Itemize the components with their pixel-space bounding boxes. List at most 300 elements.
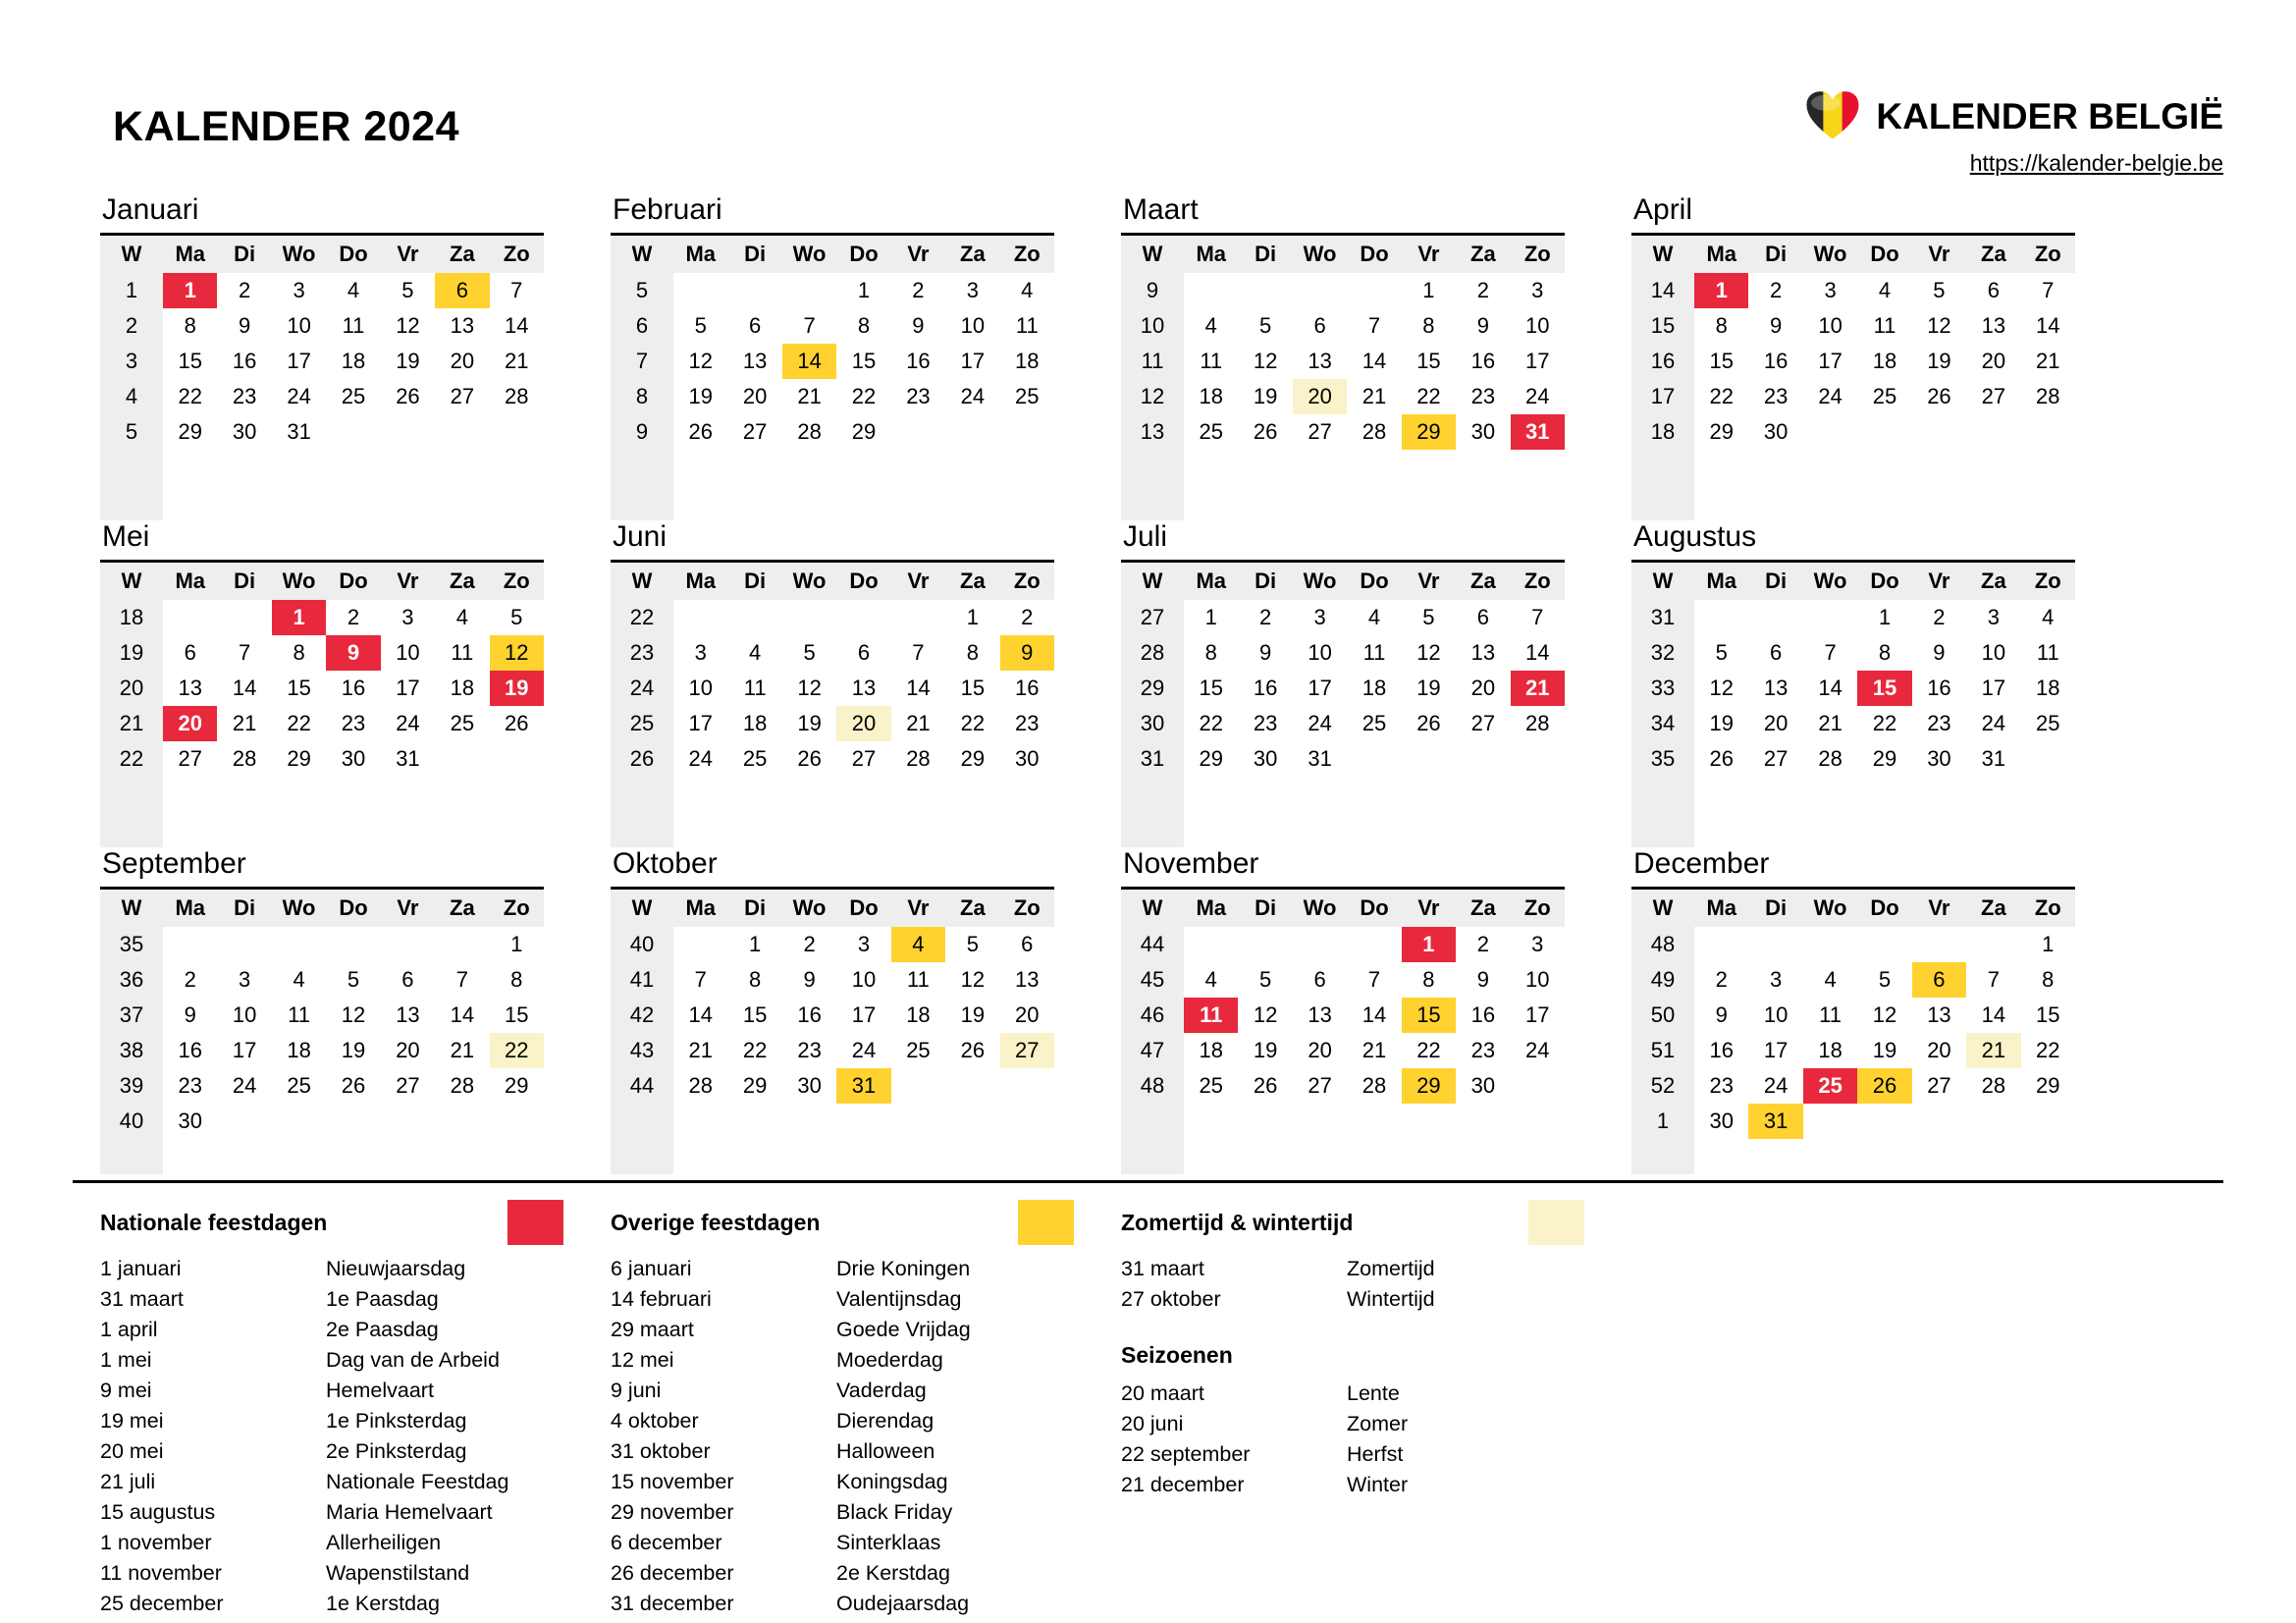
day-cell: 1 xyxy=(1204,605,1217,629)
day-col-header: Za xyxy=(945,562,999,601)
day-cell xyxy=(1912,414,1966,450)
day-cell: 28 xyxy=(906,746,931,771)
legend-item xyxy=(100,1406,611,1436)
legend-item-date: 21 december xyxy=(1121,1473,1245,1496)
day-col-header: Vr xyxy=(1912,889,1966,928)
week-row xyxy=(611,998,1054,1033)
day-cell: 29 xyxy=(287,746,311,771)
legend-item-date: 1 november xyxy=(100,1531,212,1554)
day-cell: 6 xyxy=(857,640,871,665)
legend-item xyxy=(100,1254,611,1284)
day-cell: 2 xyxy=(1259,605,1272,629)
day-cell: 23 xyxy=(1709,1073,1734,1098)
day-cell: 11 xyxy=(288,1002,310,1027)
day-cell: 17 xyxy=(1525,349,1550,373)
week-number-cell: 29 xyxy=(1121,671,1184,706)
day-col-header: Za xyxy=(1456,235,1510,274)
day-cell xyxy=(836,777,890,812)
day-cell: 29 xyxy=(1402,414,1456,450)
month-februari xyxy=(611,193,1054,520)
legend-national-title: Nationale feestdagen xyxy=(100,1209,328,1235)
week-number-cell: 31 xyxy=(1631,600,1694,635)
day-cell: 24 xyxy=(960,384,986,408)
day-cell: 5 xyxy=(1259,967,1272,992)
day-cell xyxy=(326,1104,380,1139)
week-number-cell: 40 xyxy=(611,927,673,962)
legend-item xyxy=(100,1497,611,1528)
day-cell: 10 xyxy=(232,1002,257,1027)
day-cell: 22 xyxy=(490,1033,544,1068)
month-november xyxy=(1121,847,1565,1174)
day-cell xyxy=(1694,927,1748,962)
day-cell xyxy=(1347,450,1401,485)
week-row xyxy=(611,414,1054,450)
week-number-cell: 35 xyxy=(100,927,163,962)
week-number-cell: 38 xyxy=(100,1033,163,1068)
day-cell xyxy=(1000,1139,1054,1174)
week-number-cell xyxy=(100,777,163,812)
day-cell: 26 xyxy=(341,1073,366,1098)
day-cell: 28 xyxy=(2036,384,2060,408)
week-number-cell: 1 xyxy=(1631,1104,1694,1139)
day-cell: 19 xyxy=(1253,1038,1278,1062)
day-header-row xyxy=(611,889,1054,928)
week-number-cell: 51 xyxy=(1631,1033,1694,1068)
day-cell xyxy=(1402,812,1456,847)
week-number-cell: 24 xyxy=(611,671,673,706)
day-col-header: Do xyxy=(1347,562,1401,601)
day-cell: 17 xyxy=(688,711,713,735)
legend-item xyxy=(611,1528,1121,1558)
day-cell: 4 xyxy=(1021,278,1034,302)
legend-item xyxy=(1121,1470,2223,1500)
week-row xyxy=(1121,998,1565,1033)
day-cell: 14 xyxy=(1362,349,1387,373)
day-cell: 19 xyxy=(1927,349,1951,373)
day-cell: 18 xyxy=(742,711,768,735)
week-row xyxy=(1631,344,2075,379)
legend-other-list xyxy=(611,1254,1121,1619)
legend-item-date: 1 april xyxy=(100,1318,158,1341)
day-col-header: Za xyxy=(435,562,489,601)
week-number-cell xyxy=(611,1139,673,1174)
day-cell: 15 xyxy=(1857,671,1911,706)
day-cell: 3 xyxy=(966,278,979,302)
day-col-header: Za xyxy=(945,235,999,274)
day-cell xyxy=(891,600,945,635)
day-cell xyxy=(1857,1104,1911,1139)
day-cell: 25 xyxy=(1199,419,1223,444)
day-cell xyxy=(1857,450,1911,485)
day-cell: 30 xyxy=(1709,1109,1734,1133)
day-cell xyxy=(727,1139,781,1174)
day-cell: 5 xyxy=(1878,967,1892,992)
day-cell: 30 xyxy=(1470,419,1496,444)
day-cell: 23 xyxy=(906,384,931,408)
legend-other-title: Overige feestdagen xyxy=(611,1209,821,1235)
week-number-cell: 13 xyxy=(1121,414,1184,450)
day-cell: 6 xyxy=(1313,313,1326,338)
week-row xyxy=(611,741,1054,777)
day-cell: 16 xyxy=(1253,676,1278,700)
day-col-header: Za xyxy=(1456,562,1510,601)
day-cell: 10 xyxy=(1763,1002,1789,1027)
day-cell xyxy=(1293,1104,1347,1139)
legend-item-date: 29 maart xyxy=(611,1318,694,1341)
day-cell: 13 xyxy=(851,676,877,700)
day-cell xyxy=(381,414,435,450)
day-cell: 13 xyxy=(1763,676,1789,700)
day-cell xyxy=(163,812,217,847)
week-number-cell: 10 xyxy=(1121,308,1184,344)
week-number-cell xyxy=(1121,1139,1184,1174)
day-cell: 13 xyxy=(1308,1002,1332,1027)
day-cell xyxy=(1184,273,1238,308)
legend-item-name: Herfst xyxy=(1347,1442,1404,1466)
day-cell xyxy=(1347,741,1401,777)
day-cell: 10 xyxy=(688,676,713,700)
month-table xyxy=(1631,560,2075,847)
day-cell: 27 xyxy=(178,746,202,771)
day-cell xyxy=(217,600,271,635)
week-row xyxy=(1121,812,1565,847)
day-cell xyxy=(727,812,781,847)
week-row xyxy=(1121,962,1565,998)
day-cell: 12 xyxy=(341,1002,366,1027)
day-cell xyxy=(836,812,890,847)
day-cell: 25 xyxy=(1362,711,1387,735)
day-cell: 31 xyxy=(1511,414,1565,450)
week-col-header: W xyxy=(1121,562,1184,601)
day-cell: 4 xyxy=(347,278,360,302)
day-cell: 17 xyxy=(1981,676,2006,700)
month-maart xyxy=(1121,193,1565,520)
week-row xyxy=(100,1104,544,1139)
week-row xyxy=(100,962,544,998)
week-row xyxy=(1631,706,2075,741)
day-cell: 10 xyxy=(1525,313,1550,338)
day-cell: 15 xyxy=(1199,676,1223,700)
day-cell: 28 xyxy=(797,419,822,444)
day-cell xyxy=(782,600,836,635)
day-cell: 10 xyxy=(851,967,877,992)
day-cell: 27 xyxy=(851,746,877,771)
day-cell: 3 xyxy=(1531,932,1544,956)
day-cell xyxy=(1456,741,1510,777)
legend-item xyxy=(1121,1439,2223,1470)
day-cell: 1 xyxy=(966,605,979,629)
legend-item-name: Lente xyxy=(1347,1381,1400,1405)
week-col-header: W xyxy=(1121,235,1184,274)
day-col-header: Ma xyxy=(1184,889,1238,928)
legend-item xyxy=(100,1376,611,1406)
day-cell xyxy=(1912,485,1966,520)
day-cell: 25 xyxy=(1803,1068,1857,1104)
day-cell: 27 xyxy=(742,419,768,444)
week-row xyxy=(1121,777,1565,812)
day-cell: 8 xyxy=(1878,640,1892,665)
day-cell: 25 xyxy=(906,1038,931,1062)
day-cell: 11 xyxy=(1362,640,1386,665)
week-number-cell: 8 xyxy=(611,379,673,414)
day-cell: 21 xyxy=(797,384,822,408)
day-cell: 21 xyxy=(505,349,529,373)
day-col-header: Wo xyxy=(782,562,836,601)
day-cell xyxy=(2021,414,2075,450)
day-cell: 29 xyxy=(960,746,986,771)
day-col-header: Do xyxy=(836,889,890,928)
day-col-header: Di xyxy=(217,889,271,928)
week-number-cell xyxy=(1631,812,1694,847)
day-cell: 22 xyxy=(851,384,877,408)
week-number-cell: 21 xyxy=(100,706,163,741)
day-cell: 5 xyxy=(966,932,979,956)
day-col-header: Za xyxy=(1966,235,2020,274)
day-cell xyxy=(2021,450,2075,485)
day-cell: 26 xyxy=(1253,419,1278,444)
day-col-header: Do xyxy=(326,562,380,601)
day-cell xyxy=(272,450,326,485)
month-title: Augustus xyxy=(1633,520,1757,553)
day-cell: 4 xyxy=(1367,605,1381,629)
day-cell xyxy=(782,273,836,308)
day-cell xyxy=(1748,450,1802,485)
day-cell: 7 xyxy=(803,313,816,338)
day-cell: 24 xyxy=(232,1073,257,1098)
day-cell xyxy=(1000,450,1054,485)
day-cell xyxy=(1803,1104,1857,1139)
day-cell xyxy=(1293,485,1347,520)
day-cell xyxy=(673,600,727,635)
day-cell: 11 xyxy=(1819,1002,1842,1027)
week-number-cell: 48 xyxy=(1121,1068,1184,1104)
week-row xyxy=(1631,308,2075,344)
week-number-cell xyxy=(1631,777,1694,812)
day-cell xyxy=(1347,485,1401,520)
week-row xyxy=(100,998,544,1033)
day-col-header: Vr xyxy=(1402,562,1456,601)
week-row xyxy=(1121,741,1565,777)
week-row xyxy=(1631,1104,2075,1139)
day-cell xyxy=(435,485,489,520)
legend-item-date: 19 mei xyxy=(100,1409,164,1433)
day-cell xyxy=(1748,485,1802,520)
day-cell: 9 xyxy=(912,313,925,338)
day-col-header: Ma xyxy=(673,889,727,928)
day-cell: 17 xyxy=(851,1002,877,1027)
month-table xyxy=(611,560,1054,847)
legend-seasons-title: Seizoenen xyxy=(1121,1342,1233,1368)
legend-item-date: 31 december xyxy=(611,1592,734,1615)
legend-item xyxy=(611,1254,1121,1284)
brand-url-link[interactable]: https://kalender-belgie.be xyxy=(1969,150,2223,176)
week-row xyxy=(611,600,1054,635)
day-col-header: Do xyxy=(326,889,380,928)
day-cell: 14 xyxy=(688,1002,713,1027)
legend-item-name: 1e Kerstdag xyxy=(326,1592,440,1615)
week-row xyxy=(1631,998,2075,1033)
week-row xyxy=(100,635,544,671)
day-cell: 6 xyxy=(1987,278,2000,302)
day-cell xyxy=(1857,812,1911,847)
week-number-cell xyxy=(611,812,673,847)
legend-item-name: 2e Paasdag xyxy=(326,1318,439,1341)
week-number-cell xyxy=(1121,812,1184,847)
day-cell: 11 xyxy=(2036,640,2059,665)
day-cell xyxy=(435,927,489,962)
day-cell: 16 xyxy=(1763,349,1789,373)
day-cell: 17 xyxy=(287,349,311,373)
day-cell: 6 xyxy=(1912,962,1966,998)
day-col-header: Di xyxy=(727,562,781,601)
week-number-cell: 18 xyxy=(100,600,163,635)
legend-item-date: 29 november xyxy=(611,1500,734,1524)
day-cell: 2 xyxy=(184,967,196,992)
week-row xyxy=(1631,600,2075,635)
day-cell: 9 xyxy=(803,967,816,992)
day-col-header: Vr xyxy=(381,562,435,601)
day-col-header: Ma xyxy=(673,235,727,274)
day-cell xyxy=(1748,600,1802,635)
day-cell: 17 xyxy=(960,349,986,373)
week-col-header: W xyxy=(611,562,673,601)
day-col-header: Zo xyxy=(490,235,544,274)
day-cell xyxy=(326,777,380,812)
day-cell: 9 xyxy=(1933,640,1946,665)
legend-time-list xyxy=(1121,1254,2223,1315)
day-cell: 26 xyxy=(688,419,713,444)
day-cell: 1 xyxy=(1422,278,1435,302)
week-row xyxy=(100,927,544,962)
week-row xyxy=(100,706,544,741)
legend-item-name: Oudejaarsdag xyxy=(836,1592,970,1615)
day-cell: 29 xyxy=(1709,419,1734,444)
day-cell xyxy=(217,927,271,962)
day-cell: 14 xyxy=(1818,676,1842,700)
week-number-cell xyxy=(1121,450,1184,485)
day-cell xyxy=(1402,1139,1456,1174)
legend-item-name: Goede Vrijdag xyxy=(836,1318,971,1341)
week-number-cell xyxy=(1121,777,1184,812)
week-row xyxy=(1121,1068,1565,1104)
day-cell xyxy=(1803,414,1857,450)
day-cell: 2 xyxy=(1715,967,1728,992)
week-row xyxy=(1631,379,2075,414)
day-cell: 9 xyxy=(1259,640,1272,665)
day-cell: 16 xyxy=(1015,676,1040,700)
day-cell: 28 xyxy=(505,384,529,408)
legend-item xyxy=(100,1315,611,1345)
legend-item xyxy=(611,1315,1121,1345)
week-row xyxy=(1631,671,2075,706)
week-number-cell: 17 xyxy=(1631,379,1694,414)
day-cell: 8 xyxy=(1715,313,1728,338)
day-cell xyxy=(1511,1139,1565,1174)
week-number-cell: 44 xyxy=(611,1068,673,1104)
month-table xyxy=(1121,560,1565,847)
legend-item xyxy=(100,1436,611,1467)
day-cell xyxy=(1347,273,1401,308)
week-number-cell: 25 xyxy=(611,706,673,741)
day-cell: 26 xyxy=(505,711,529,735)
legend-item-name: Zomertijd xyxy=(1347,1257,1435,1280)
day-cell xyxy=(1456,777,1510,812)
day-cell: 10 xyxy=(1818,313,1842,338)
day-cell xyxy=(1000,485,1054,520)
day-cell xyxy=(891,1068,945,1104)
day-cell: 6 xyxy=(184,640,196,665)
day-cell: 5 xyxy=(347,967,360,992)
day-cell xyxy=(163,927,217,962)
week-number-cell: 2 xyxy=(100,308,163,344)
day-cell: 30 xyxy=(232,419,257,444)
day-cell xyxy=(727,1104,781,1139)
legend-item-date: 4 oktober xyxy=(611,1409,699,1433)
day-cell xyxy=(1748,1139,1802,1174)
day-col-header: Ma xyxy=(163,562,217,601)
week-row xyxy=(1631,777,2075,812)
day-cell: 19 xyxy=(1872,1038,1897,1062)
day-cell xyxy=(1293,1139,1347,1174)
day-cell: 10 xyxy=(960,313,986,338)
day-cell: 5 xyxy=(1259,313,1272,338)
day-cell xyxy=(1511,1104,1565,1139)
day-col-header: Zo xyxy=(1511,562,1565,601)
brand xyxy=(1804,90,2223,177)
day-cell: 23 xyxy=(1470,384,1496,408)
day-cell: 25 xyxy=(1199,1073,1223,1098)
legend-national-list xyxy=(100,1254,611,1619)
day-cell xyxy=(1511,450,1565,485)
day-cell: 15 xyxy=(1402,998,1456,1033)
week-number-cell: 5 xyxy=(611,273,673,308)
day-cell: 9 xyxy=(1476,313,1489,338)
day-cell: 13 xyxy=(1981,313,2006,338)
day-cell xyxy=(945,1104,999,1139)
day-cell: 11 xyxy=(1184,998,1238,1033)
day-cell: 24 xyxy=(851,1038,877,1062)
week-number-cell: 46 xyxy=(1121,998,1184,1033)
month-table xyxy=(1121,233,1565,520)
day-header-row xyxy=(1631,562,2075,601)
day-cell xyxy=(1347,1104,1401,1139)
week-number-cell: 31 xyxy=(1121,741,1184,777)
day-col-header: Di xyxy=(1748,562,1802,601)
week-number-cell: 9 xyxy=(611,414,673,450)
day-cell xyxy=(490,1104,544,1139)
day-cell: 2 xyxy=(1933,605,1946,629)
day-cell xyxy=(326,414,380,450)
legend-item xyxy=(611,1284,1121,1315)
week-row xyxy=(100,414,544,450)
day-cell xyxy=(1184,1139,1238,1174)
day-cell xyxy=(1402,485,1456,520)
legend-item-name: Maria Hemelvaart xyxy=(326,1500,493,1524)
day-cell: 28 xyxy=(1525,711,1550,735)
day-cell xyxy=(836,485,890,520)
day-cell xyxy=(673,450,727,485)
day-col-header: Ma xyxy=(673,562,727,601)
day-header-row xyxy=(611,235,1054,274)
day-cell: 6 xyxy=(401,967,414,992)
day-cell: 18 xyxy=(1818,1038,1842,1062)
day-cell xyxy=(1966,812,2020,847)
day-cell: 2 xyxy=(1021,605,1034,629)
day-cell: 29 xyxy=(2036,1073,2060,1098)
day-cell xyxy=(945,485,999,520)
page-header xyxy=(73,0,2223,189)
day-cell: 30 xyxy=(178,1109,202,1133)
